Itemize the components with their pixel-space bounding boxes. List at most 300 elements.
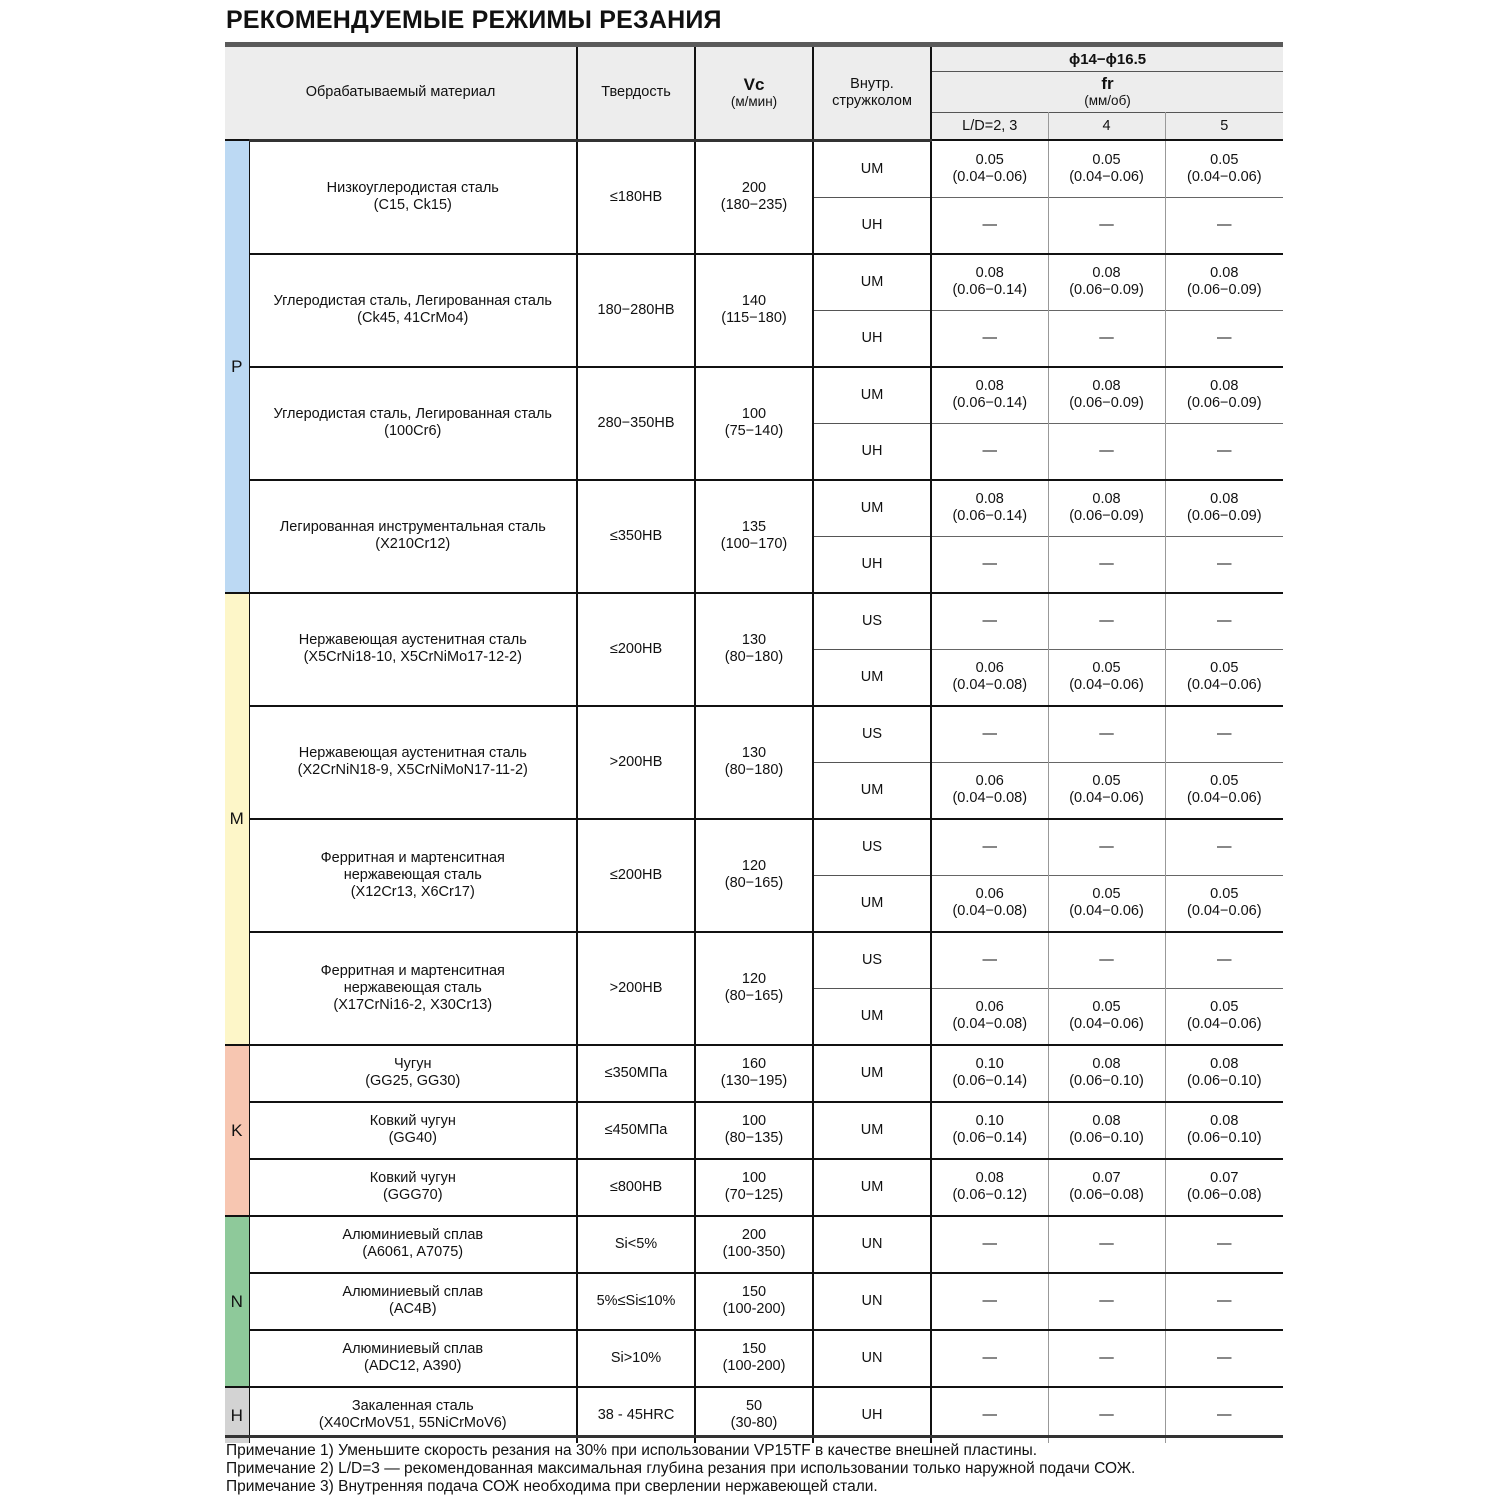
table-row [225, 1330, 1283, 1387]
vc-range: (80−165) [724, 988, 784, 1004]
material-name: Легированная инструментальная сталь [279, 519, 546, 535]
vc-range: (180−235) [720, 197, 788, 213]
fr-value: 0.08 [1092, 1113, 1121, 1129]
notes [226, 1442, 1135, 1496]
chipbreaker-cell: UH [813, 423, 931, 480]
fr-cell [1165, 367, 1283, 424]
fr-range: (0.06−0.09) [1069, 508, 1144, 524]
material-grades: (100Cr6) [384, 423, 442, 439]
vc-cell [695, 932, 813, 1045]
vc-cell [695, 480, 813, 593]
fr-value: — [1099, 612, 1114, 629]
fr-value: — [1099, 329, 1114, 346]
table-row [225, 706, 1283, 763]
table-row [225, 1273, 1283, 1330]
fr-cell [1048, 197, 1165, 254]
fr-value: 0.08 [1092, 491, 1121, 507]
fr-cell [931, 932, 1048, 989]
vc-value: 120 [741, 971, 767, 987]
fr-value: — [1099, 1349, 1114, 1366]
vc-range: (75−140) [724, 423, 784, 439]
fr-cell [931, 480, 1048, 537]
material-name: Низкоуглеродистая сталь [326, 180, 499, 196]
category-label-h: H [225, 1387, 249, 1443]
fr-cell [1165, 480, 1283, 537]
material-cell [249, 367, 577, 480]
chipbreaker-cell: US [813, 593, 931, 650]
fr-cell [1165, 254, 1283, 311]
fr-value: — [982, 1235, 998, 1252]
table-row [225, 367, 1283, 424]
table-row [225, 1102, 1283, 1159]
fr-cell [931, 1216, 1048, 1273]
material-name: Алюминиевый сплав [342, 1284, 484, 1300]
fr-range: (0.04−0.08) [952, 677, 1028, 693]
header-material: Обрабатываемый материал [225, 47, 577, 140]
fr-range: (0.04−0.06) [1069, 903, 1144, 919]
fr-range: (0.06−0.08) [1186, 1187, 1262, 1203]
fr-cell [1048, 593, 1165, 650]
hardness-cell: ≤200HB [577, 593, 695, 706]
vc-value: 150 [741, 1284, 767, 1300]
vc-cell [695, 819, 813, 932]
fr-value: 0.08 [1210, 378, 1239, 394]
material-cell [249, 706, 577, 819]
material-grades: (GG40) [388, 1130, 437, 1146]
header-fr-unit: (мм/об) [1084, 93, 1131, 108]
fr-range: (0.06−0.09) [1186, 395, 1262, 411]
fr-cell [1048, 310, 1165, 367]
fr-value: — [1099, 216, 1114, 233]
vc-range: (70−125) [724, 1187, 784, 1203]
fr-value: 0.06 [975, 886, 1004, 902]
material-name: Ферритная и мартенситная нержавеющая сталь [320, 962, 505, 996]
chipbreaker-cell: UM [813, 649, 931, 706]
hardness-cell: >200HB [577, 706, 695, 819]
fr-range: (0.06−0.09) [1069, 395, 1144, 411]
fr-value: — [1099, 838, 1114, 855]
fr-cell [1048, 1102, 1165, 1159]
fr-range: (0.04−0.06) [1186, 790, 1262, 806]
chipbreaker-cell: UH [813, 197, 931, 254]
fr-value: 0.10 [975, 1113, 1004, 1129]
fr-range: (0.04−0.06) [1186, 1016, 1262, 1032]
fr-value: — [1217, 838, 1232, 855]
chipbreaker-cell: UH [813, 1387, 931, 1443]
category-label-k: K [225, 1045, 249, 1216]
chipbreaker-cell: UM [813, 762, 931, 819]
header-vc [695, 47, 813, 140]
fr-range: (0.06−0.14) [952, 1130, 1028, 1146]
fr-value: 0.08 [975, 1170, 1004, 1186]
material-cell [249, 1159, 577, 1216]
fr-range: (0.06−0.14) [952, 282, 1028, 298]
vc-cell [695, 254, 813, 367]
table-row [225, 1216, 1283, 1273]
fr-range: (0.06−0.14) [952, 508, 1028, 524]
material-name: Алюминиевый сплав [342, 1341, 484, 1357]
material-name: Углеродистая сталь, Легированная сталь [273, 293, 552, 309]
material-cell [249, 1273, 577, 1330]
vc-range: (80−165) [724, 875, 784, 891]
material-grades: (C15, Ck15) [373, 197, 452, 213]
fr-cell [1165, 1045, 1283, 1102]
fr-value: — [1217, 725, 1232, 742]
vc-cell [695, 1159, 813, 1216]
material-name: Ковкий чугун [369, 1170, 456, 1186]
fr-value: — [1217, 216, 1232, 233]
category-label-p: P [225, 140, 249, 593]
hardness-cell: Si<5% [577, 1216, 695, 1273]
fr-range: (0.06−0.10) [1069, 1073, 1144, 1089]
material-name: Закаленная сталь [351, 1398, 474, 1414]
material-name: Ферритная и мартенситная нержавеющая сталь [320, 849, 505, 883]
material-cell [249, 254, 577, 367]
material-name: Нержавеющая аустенитная сталь [298, 632, 527, 648]
fr-cell [931, 1330, 1048, 1387]
fr-cell [1048, 649, 1165, 706]
fr-value: — [1217, 1406, 1232, 1423]
fr-value: — [1217, 1292, 1232, 1309]
material-cell [249, 1330, 577, 1387]
chipbreaker-cell: US [813, 932, 931, 989]
fr-range: (0.04−0.08) [952, 1016, 1028, 1032]
material-cell [249, 1102, 577, 1159]
fr-cell [1165, 197, 1283, 254]
material-name: Чугун [394, 1056, 432, 1072]
fr-value: — [982, 1349, 998, 1366]
fr-value: 0.08 [1210, 491, 1239, 507]
fr-value: 0.05 [1210, 151, 1239, 168]
vc-cell [695, 140, 813, 254]
fr-value: — [1217, 1349, 1232, 1366]
fr-range: (0.06−0.09) [1186, 282, 1262, 298]
fr-value: — [982, 555, 998, 572]
vc-cell [695, 1273, 813, 1330]
fr-value: 0.05 [1092, 886, 1121, 902]
material-grades: (X5CrNi18-10, X5CrNiMo17-12-2) [303, 649, 522, 665]
material-grades: (A6061, A7075) [362, 1244, 464, 1260]
fr-cell [1165, 536, 1283, 593]
vc-value: 160 [741, 1056, 767, 1072]
fr-value: 0.08 [975, 491, 1004, 507]
fr-value: 0.07 [1092, 1170, 1121, 1186]
fr-value: — [982, 1292, 998, 1309]
fr-range: (0.06−0.14) [952, 1073, 1028, 1089]
fr-range: (0.04−0.06) [1069, 168, 1144, 185]
fr-cell [931, 367, 1048, 424]
fr-cell [1165, 593, 1283, 650]
fr-value: 0.05 [1210, 999, 1239, 1015]
chipbreaker-cell: UH [813, 536, 931, 593]
fr-cell [1165, 762, 1283, 819]
page-title: РЕКОМЕНДУЕМЫЕ РЕЖИМЫ РЕЗАНИЯ [226, 6, 722, 34]
table-row [225, 480, 1283, 537]
chipbreaker-cell: UH [813, 310, 931, 367]
material-cell [249, 1216, 577, 1273]
hardness-cell: >200HB [577, 932, 695, 1045]
fr-range: (0.04−0.06) [1069, 790, 1144, 806]
fr-cell [1048, 875, 1165, 932]
vc-range: (100−170) [720, 536, 788, 552]
fr-range: (0.04−0.06) [1186, 677, 1262, 693]
material-grades: (X210Cr12) [375, 536, 451, 552]
fr-cell [1165, 1216, 1283, 1273]
header-vc-label: Vc [743, 74, 765, 94]
material-grades: (AC4B) [388, 1301, 437, 1317]
header-vc-unit: (м/мин) [730, 93, 778, 109]
material-name: Углеродистая сталь, Легированная сталь [273, 406, 552, 422]
fr-range: (0.04−0.08) [952, 903, 1028, 919]
fr-cell [1048, 480, 1165, 537]
fr-value: 0.08 [1092, 378, 1121, 394]
fr-cell [931, 988, 1048, 1045]
fr-range: (0.06−0.14) [952, 395, 1028, 411]
fr-value: — [1217, 612, 1232, 629]
chipbreaker-cell: UM [813, 1159, 931, 1216]
fr-cell [931, 649, 1048, 706]
fr-range: (0.04−0.06) [952, 168, 1028, 185]
fr-value: 0.05 [975, 151, 1004, 168]
vc-range: (80−135) [724, 1130, 784, 1146]
fr-cell [1048, 254, 1165, 311]
fr-cell [1048, 1216, 1165, 1273]
fr-range: (0.06−0.10) [1186, 1073, 1262, 1089]
header-fr-label: fr [1101, 74, 1114, 93]
fr-value: 0.07 [1210, 1170, 1239, 1186]
hardness-cell: 180−280HB [577, 254, 695, 367]
vc-value: 100 [741, 1170, 767, 1186]
chipbreaker-cell: UM [813, 988, 931, 1045]
fr-cell [1165, 310, 1283, 367]
cutting-conditions-table [225, 47, 1283, 1443]
table-row [225, 819, 1283, 876]
fr-value: — [982, 329, 998, 346]
fr-value: — [1099, 725, 1114, 742]
vc-value: 120 [741, 858, 767, 874]
vc-cell [695, 1102, 813, 1159]
hardness-cell: Si>10% [577, 1330, 695, 1387]
header-diameter: ϕ14−ϕ16.5 [931, 47, 1283, 72]
fr-range: (0.06−0.12) [952, 1187, 1028, 1203]
table-row [225, 1159, 1283, 1216]
header-ld-2: 5 [1165, 113, 1283, 141]
fr-cell [1048, 367, 1165, 424]
material-grades: (GG25, GG30) [365, 1073, 461, 1089]
material-cell [249, 593, 577, 706]
table-row [225, 593, 1283, 650]
fr-range: (0.06−0.10) [1186, 1130, 1262, 1146]
hardness-cell: 38 - 45HRC [577, 1387, 695, 1443]
fr-cell [1165, 1102, 1283, 1159]
fr-value: — [1099, 1235, 1114, 1252]
fr-range: (0.06−0.08) [1069, 1187, 1144, 1203]
fr-cell [931, 310, 1048, 367]
fr-cell [1048, 762, 1165, 819]
material-cell [249, 1045, 577, 1102]
category-label-n: N [225, 1216, 249, 1387]
note-3: Примечание 3) Внутренняя подача СОЖ необходима при сверлении нержавеющей стали. [226, 1478, 878, 1495]
fr-cell [931, 762, 1048, 819]
fr-cell [931, 1273, 1048, 1330]
fr-cell [1048, 140, 1165, 197]
fr-range: (0.06−0.09) [1186, 508, 1262, 524]
fr-cell [1048, 1330, 1165, 1387]
chipbreaker-cell: UM [813, 480, 931, 537]
fr-cell [931, 706, 1048, 763]
table-row [225, 140, 1283, 197]
fr-cell [1048, 1273, 1165, 1330]
vc-range: (80−180) [724, 649, 784, 665]
fr-cell [1048, 706, 1165, 763]
fr-cell [1165, 819, 1283, 876]
fr-cell [931, 1045, 1048, 1102]
hardness-cell: ≤350HB [577, 480, 695, 593]
vc-cell [695, 1216, 813, 1273]
vc-cell [695, 706, 813, 819]
fr-value: 0.10 [975, 1056, 1004, 1072]
material-grades: (X40CrMoV51, 55NiCrMoV6) [318, 1415, 507, 1431]
fr-value: 0.06 [975, 660, 1004, 676]
table-body [225, 140, 1283, 1443]
fr-cell [1048, 1045, 1165, 1102]
header-chipbreaker: Внутр. стружколом [813, 47, 931, 140]
category-label-m: M [225, 593, 249, 1045]
fr-value: 0.05 [1092, 151, 1121, 168]
material-grades: (X2CrNiN18-9, X5CrNiMoN17-11-2) [297, 762, 528, 778]
table-row [225, 1045, 1283, 1102]
fr-value: — [1217, 1235, 1232, 1252]
fr-cell [931, 254, 1048, 311]
fr-value: — [1099, 951, 1114, 968]
vc-cell [695, 1045, 813, 1102]
vc-range: (130−195) [720, 1073, 788, 1089]
vc-value: 150 [741, 1341, 767, 1357]
fr-cell [931, 593, 1048, 650]
hardness-cell: 5%≤Si≤10% [577, 1273, 695, 1330]
hardness-cell: ≤350МПа [577, 1045, 695, 1102]
fr-cell [1165, 140, 1283, 197]
chipbreaker-cell: UN [813, 1216, 931, 1273]
fr-value: — [1217, 442, 1232, 459]
fr-cell [1165, 988, 1283, 1045]
fr-value: 0.08 [1092, 1056, 1121, 1072]
material-cell [249, 932, 577, 1045]
vc-cell [695, 1330, 813, 1387]
fr-cell [1165, 649, 1283, 706]
fr-value: 0.05 [1210, 773, 1239, 789]
fr-value: — [1099, 1292, 1114, 1309]
material-grades: (Ck45, 41CrMo4) [357, 310, 469, 326]
fr-cell [1165, 875, 1283, 932]
fr-value: 0.05 [1092, 660, 1121, 676]
vc-value: 200 [741, 180, 767, 196]
fr-cell [1048, 932, 1165, 989]
fr-range: (0.06−0.09) [1069, 282, 1144, 298]
fr-cell [1165, 1273, 1283, 1330]
fr-value: — [982, 612, 998, 629]
vc-range: (30-80) [730, 1415, 778, 1431]
header-fr [931, 72, 1283, 113]
header-ld-0: L/D=2, 3 [931, 113, 1048, 141]
fr-cell [1048, 819, 1165, 876]
fr-range: (0.04−0.06) [1069, 677, 1144, 693]
vc-value: 200 [741, 1227, 767, 1243]
fr-cell [1165, 932, 1283, 989]
fr-value: — [1099, 555, 1114, 572]
chipbreaker-cell: UM [813, 1102, 931, 1159]
fr-cell [931, 875, 1048, 932]
vc-range: (115−180) [721, 310, 787, 326]
material-name: Нержавеющая аустенитная сталь [298, 745, 527, 761]
table-bottom-rule [225, 1435, 1283, 1438]
vc-cell [695, 367, 813, 480]
fr-cell [931, 140, 1048, 197]
hardness-cell: ≤180HB [577, 140, 695, 254]
fr-value: 0.08 [1210, 1056, 1239, 1072]
vc-value: 100 [741, 1113, 767, 1129]
material-grades: (X12Cr13, X6Cr17) [350, 883, 475, 900]
fr-value: 0.05 [1092, 999, 1121, 1015]
fr-cell [931, 1102, 1048, 1159]
fr-value: 0.05 [1210, 886, 1239, 902]
vc-value: 100 [741, 406, 767, 422]
vc-range: (80−180) [724, 762, 784, 778]
chipbreaker-cell: UM [813, 254, 931, 311]
fr-cell [931, 536, 1048, 593]
fr-cell [931, 819, 1048, 876]
table-row [225, 932, 1283, 989]
fr-value: 0.06 [975, 773, 1004, 789]
fr-cell [1165, 1159, 1283, 1216]
fr-value: 0.08 [1210, 1113, 1239, 1129]
fr-range: (0.06−0.10) [1069, 1130, 1144, 1146]
vc-value: 50 [745, 1398, 763, 1414]
fr-cell [1048, 536, 1165, 593]
vc-value: 135 [741, 519, 767, 535]
fr-cell [1165, 1330, 1283, 1387]
chipbreaker-cell: UM [813, 875, 931, 932]
fr-range: (0.04−0.06) [1186, 903, 1262, 919]
fr-cell [931, 423, 1048, 480]
fr-value: — [982, 216, 998, 233]
fr-value: — [982, 442, 998, 459]
vc-cell [695, 593, 813, 706]
fr-cell [1165, 706, 1283, 763]
fr-cell [1048, 423, 1165, 480]
hardness-cell: ≤450МПа [577, 1102, 695, 1159]
fr-value: — [982, 1406, 998, 1423]
fr-value: — [982, 838, 998, 855]
fr-value: — [1099, 1406, 1114, 1423]
fr-range: (0.04−0.06) [1186, 168, 1262, 185]
fr-cell [1048, 1159, 1165, 1216]
fr-value: — [1217, 951, 1232, 968]
material-cell [249, 819, 577, 932]
fr-value: — [1217, 555, 1232, 572]
fr-cell [931, 1159, 1048, 1216]
vc-range: (100-350) [722, 1244, 786, 1260]
vc-value: 140 [741, 293, 767, 309]
fr-value: 0.05 [1092, 773, 1121, 789]
fr-range: (0.04−0.08) [952, 790, 1028, 806]
material-grades: (X17CrNi16-2, X30Cr13) [333, 996, 493, 1013]
material-cell [249, 140, 577, 254]
material-name: Алюминиевый сплав [342, 1227, 484, 1243]
hardness-cell: 280−350HB [577, 367, 695, 480]
chipbreaker-cell: UM [813, 367, 931, 424]
note-2: Примечание 2) L/D=3 — рекомендованная максимальная глубина резания при использовании только наружной подачи СОЖ. [226, 1460, 1136, 1477]
